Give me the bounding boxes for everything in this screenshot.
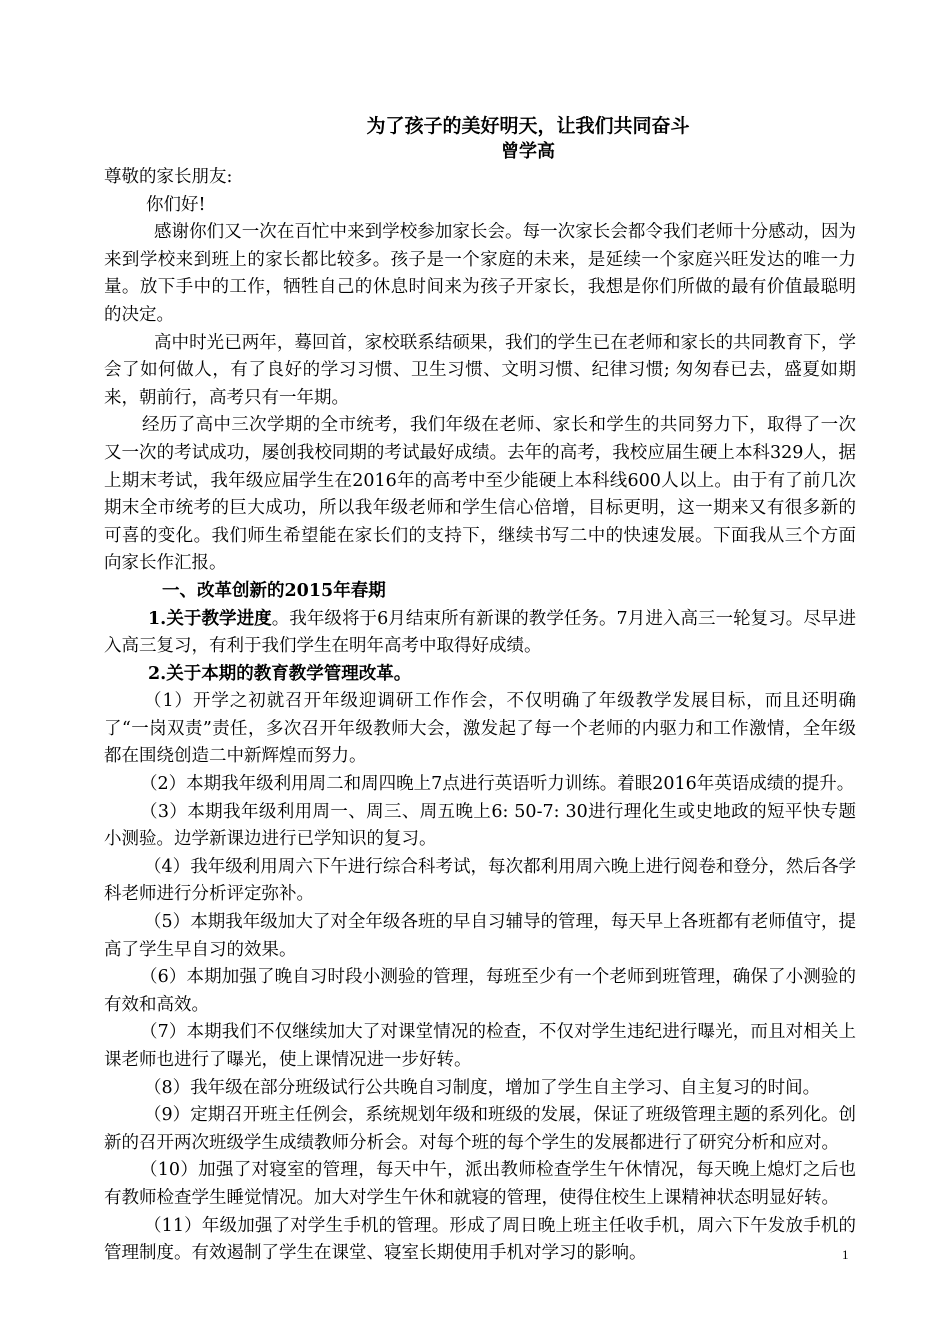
list-item: （9）定期召开班主任例会，系统规划年级和班级的发展，保证了班级管理主题的系列化。创新的召开两次班级学生成绩教师分析会。对每个班的每个学生的发展都进行了研究分析和应对。 — [104, 1105, 856, 1153]
list-item: （10）加强了对寝室的管理，每天中午，派出教师检查学生午休情况，每天晚上熄灯之后也有教师检查学生睡觉情况。加大对学生午休和就寝的管理，使得住校生上课精神状态明显好转。 — [104, 1160, 856, 1208]
list-item: （3）本期我年级利用周一、周三、周五晚上6: 50-7: 30进行理化生或史地政的短平快专题小测验。边学新课边进行已学知识的复习。 — [104, 801, 856, 850]
author-name: 曾学高 — [501, 141, 555, 162]
subsection-teaching-progress — [104, 606, 856, 661]
list-item: （1）开学之初就召开年级迎调研工作作会，不仅明确了年级教学发展目标，而且还明确了“一岗双责”责任，多次召开年级教师大会，激发起了每一个老师的内驱力和工作激情，全年级都在围绕创造二中新辉煌而努力。 — [104, 691, 856, 767]
list-item: （4）我年级利用周六下午进行综合科考试，每次都利用周六晚上进行阅卷和登分，然后各学科老师进行分析评定弥补。 — [104, 856, 856, 905]
salutation: 尊敬的家长朋友: — [104, 167, 233, 187]
list-item: （5）本期我年级加大了对全年级各班的早自习辅导的管理，每天早上各班都有老师值守，提高了学生早自习的效果。 — [104, 912, 856, 960]
page-number: 1 — [842, 1247, 849, 1262]
list-item: （7）本期我们不仅继续加大了对课堂情况的检查，不仅对学生违纪进行曝光，而且对相关上课老师也进行了曝光，使上课情况进一步好转。 — [104, 1022, 856, 1070]
subsection-management-reform — [104, 661, 856, 689]
list-item: （11）年级加强了对学生手机的管理。形成了周日晚上班主任收手机，周六下午发放手机的管理制度。有效遏制了学生在课堂、寝室长期使用手机对学习的影响。 — [104, 1215, 856, 1264]
subsection-text: 。我年级将于6月结束所有新课的教学任务。7月进入高三一轮复习。尽早进入高三复习，有利于我们学生在明年高考中取得好成绩。 — [104, 608, 856, 657]
document-page — [104, 112, 856, 1268]
section-heading: 一、改革创新的2015年春期 — [162, 580, 386, 601]
greeting: 你们好! — [146, 194, 206, 215]
list-item: （8）我年级在部分班级试行公共晚自习制度，增加了学生自主学习、自主复习的时间。 — [144, 1077, 821, 1098]
list-item: （6）本期加强了晚自习时段小测验的管理，每班至少有一个老师到班管理，确保了小测验的有效和高效。 — [104, 967, 856, 1015]
subsection-label: 1.关于教学进度 — [148, 608, 272, 629]
paragraph-results: 经历了高中三次学期的全市统考，我们年级在老师、家长和学生的共同努力下，取得了一次又一次的考试成功，屡创我校同期的考试最好成绩。去年的高考，我校应届生硬上本科329人，据上期末考试，我年级应届学生在2016年的高考中至少能硬上本科线600人以上。由于有了前几次期末全市统考的巨大成功，所以我年级老师和学生信心倍增，目标更明，这一期来又有很多新的可喜的变化。我们师生希望能在家长们的支持下，继续书写二中的快速发展。下面我从三个方面向家长作汇报。 — [104, 415, 856, 574]
subsection-label: 2.关于本期的教育教学管理改革。 — [148, 663, 412, 684]
paragraph-review: 高中时光已两年，蓦回首，家校联系结硕果，我们的学生已在老师和家长的共同教育下，学会了如何做人，有了良好的学习习惯、卫生习惯、文明习惯、纪律习惯; 匆匆春已去，盛夏如期来，朝前行，高考只有一年期。 — [104, 332, 856, 408]
paragraph-thanks: 感谢你们又一次在百忙中来到学校参加家长会。每一次家长会都令我们老师十分感动，因为来到学校来到班上的家长都比较多。孩子是一个家庭的未来，是延续一个家庭兴旺发达的唯一力量。放下手中的工作，牺牲自己的休息时间来为孩子开家长，我想是你们所做的最有价值最聪明的决定。 — [104, 222, 856, 325]
list-item: （2）本期我年级利用周二和周四晚上7点进行英语听力训练。着眼2016年英语成绩的提升。 — [140, 774, 855, 795]
document-title: 为了孩子的美好明天，让我们共同奋斗 — [366, 115, 690, 137]
